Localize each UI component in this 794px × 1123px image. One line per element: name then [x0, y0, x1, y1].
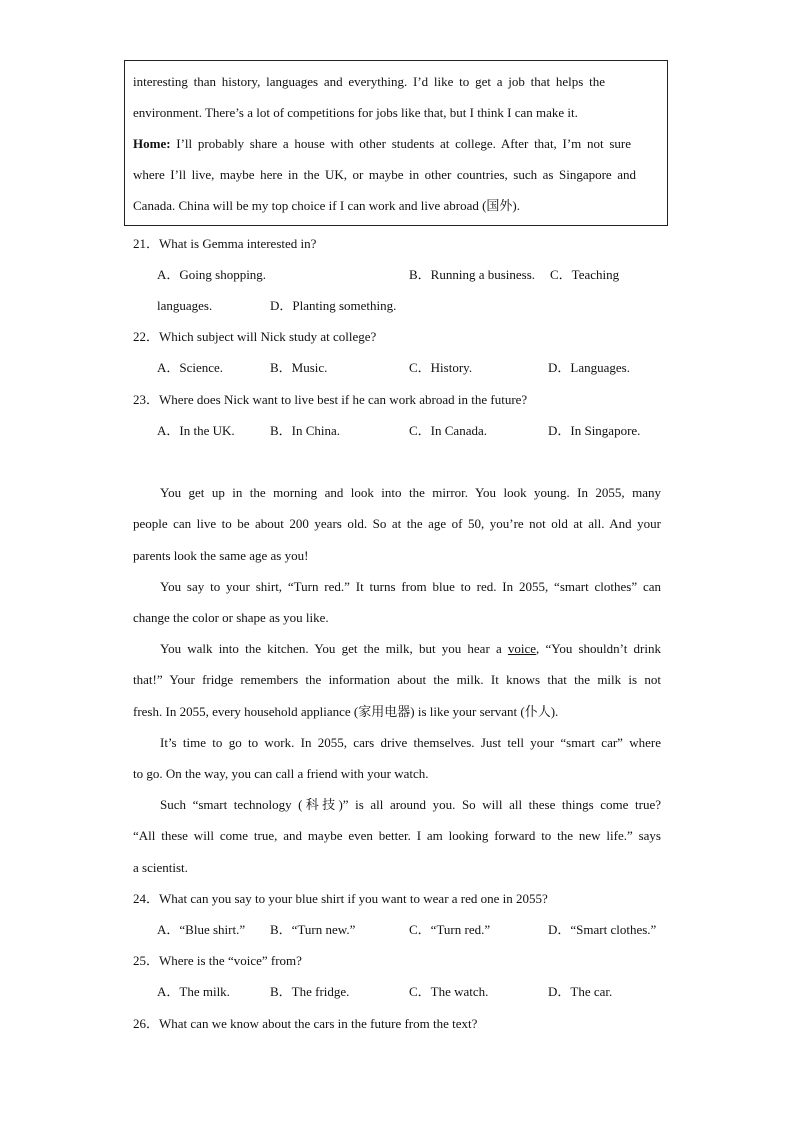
question-21-option-a: A．Going shopping.: [157, 267, 267, 282]
home-text: I’ll probably share a house with other students at college. After that, I’m not sure: [170, 136, 631, 151]
passage-2-p5-line-2: “All these will come true, and maybe even better. I am looking forward to the new life.” says: [133, 828, 661, 843]
passage-box-line-5: Canada. China will be my top choice if I can work and live abroad (国外).: [133, 198, 520, 213]
passage-2-p4-line-2: to go. On the way, you can call a friend with your watch.: [133, 766, 429, 781]
passage-2-p5-line-3: a scientist.: [133, 860, 188, 875]
question-22-option-b: B．Music.: [270, 360, 328, 375]
question-26-stem: 26．What can we know about the cars in the future from the text?: [133, 1016, 478, 1031]
passage-2-p2-line-1: You say to your shirt, “Turn red.” It turns from blue to red. In 2055, “smart clothes” can: [160, 579, 661, 594]
question-24-option-c: C．“Turn red.”: [409, 922, 491, 937]
question-23-stem: 23．Where does Nick want to live best if he can work abroad in the future?: [133, 392, 528, 407]
home-label: Home:: [133, 136, 171, 151]
passage-box-line-1: interesting than history, languages and everything. I’d like to get a job that helps the: [133, 74, 605, 89]
question-22-option-d: D．Languages.: [548, 360, 630, 375]
passage-2-p1-line-2: people can live to be about 200 years old. So at the age of 50, you’re not old at all. And your: [133, 516, 661, 531]
question-23-option-c: C．In Canada.: [409, 423, 487, 438]
voice-underlined-word: voice: [507, 641, 537, 656]
passage-box-line-3: [133, 136, 631, 152]
passage-2-p1-line-3: parents look the same age as you!: [133, 548, 309, 563]
question-22-option-a: A．Science.: [157, 360, 224, 375]
question-25-stem: 25．Where is the “voice” from?: [133, 953, 302, 968]
question-24-option-a: A．“Blue shirt.”: [157, 922, 246, 937]
passage-box-line-2: environment. There’s a lot of competitions for jobs like that, but I think I can make it.: [133, 105, 578, 120]
question-23-option-a: A．In the UK.: [157, 423, 235, 438]
question-25-option-c: C．The watch.: [409, 984, 489, 999]
passage-2-p5-line-1: Such “smart technology (科技)” is all around you. So will all these things come true?: [160, 797, 661, 812]
passage-2-p2-line-2: change the color or shape as you like.: [133, 610, 329, 625]
p3-text-a: You walk into the kitchen. You get the milk, but you hear a: [160, 641, 508, 656]
passage-2-p4-line-1: It’s time to go to work. In 2055, cars drive themselves. Just tell your “smart car” where: [160, 735, 661, 750]
passage-2-p3-line-1: [160, 641, 661, 657]
passage-2-p3-line-2: that!” Your fridge remembers the information about the milk. It knows that the milk is not: [133, 672, 661, 687]
question-24-stem: 24．What can you say to your blue shirt if you want to wear a red one in 2055?: [133, 891, 548, 906]
question-23-option-d: D．In Singapore.: [548, 423, 641, 438]
question-24-option-b: B．“Turn new.”: [270, 922, 356, 937]
question-23-option-b: B．In China.: [270, 423, 341, 438]
question-21-stem: 21．What is Gemma interested in?: [133, 236, 317, 251]
passage-box-line-4: where I’ll live, maybe here in the UK, or maybe in other countries, such as Singapore and: [133, 167, 636, 182]
question-22-stem: 22．Which subject will Nick study at college?: [133, 329, 377, 344]
passage-2-p1-line-1: You get up in the morning and look into the mirror. You look young. In 2055, many: [160, 485, 661, 500]
question-22-option-c: C．History.: [409, 360, 473, 375]
passage-2-p3-line-3: fresh. In 2055, every household appliance (家用电器) is like your servant (仆人).: [133, 704, 559, 719]
question-21-option-d: D．Planting something.: [270, 298, 397, 313]
p3-text-b: , “You shouldn’t drink: [536, 641, 661, 656]
question-25-option-d: D．The car.: [548, 984, 613, 999]
question-24-option-d: D．“Smart clothes.”: [548, 922, 657, 937]
question-21-option-c-cont: languages.: [157, 298, 213, 313]
question-25-option-b: B．The fridge.: [270, 984, 350, 999]
question-21-option-c: C．Teaching: [550, 267, 620, 282]
question-21-option-b: B．Running a business.: [409, 267, 536, 282]
question-25-option-a: A．The milk.: [157, 984, 230, 999]
